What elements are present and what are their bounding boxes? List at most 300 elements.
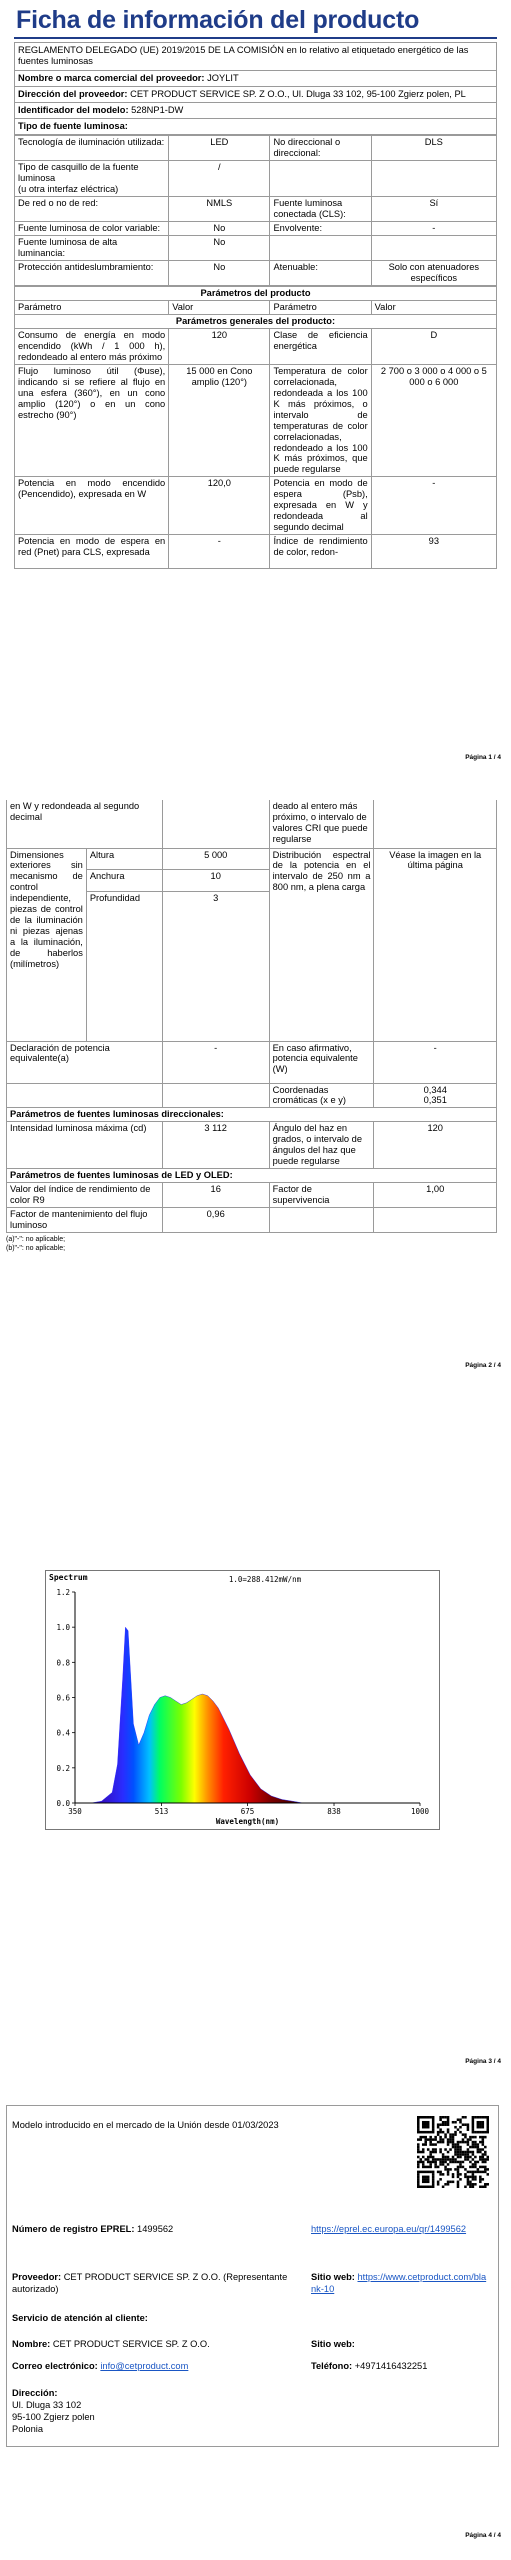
supplier-name-row bbox=[14, 71, 497, 87]
qr-module bbox=[427, 2158, 430, 2161]
qr-module bbox=[469, 2136, 472, 2139]
equivalent-power-w-label: En caso afirmativo, potencia equivalente (W) bbox=[269, 1041, 374, 1083]
phone-label: Teléfono: bbox=[311, 2361, 353, 2371]
general-parameters-heading: Parámetros generales del producto: bbox=[15, 314, 497, 328]
qr-module bbox=[457, 2161, 460, 2164]
qr-module bbox=[472, 2123, 475, 2126]
qr-module bbox=[444, 2123, 447, 2126]
qr-module bbox=[467, 2143, 470, 2146]
qr-module bbox=[487, 2123, 489, 2126]
qr-module bbox=[474, 2143, 477, 2146]
qr-module bbox=[417, 2138, 420, 2141]
chromaticity-label: Coordenadas cromáticas (x e y) bbox=[269, 1083, 374, 1108]
qr-module bbox=[472, 2163, 475, 2166]
qr-module bbox=[429, 2186, 432, 2188]
page-number: Página 4 / 4 bbox=[465, 2532, 501, 2539]
qr-module bbox=[457, 2151, 460, 2154]
address-line: Ul. Dluga 33 102 bbox=[12, 2400, 82, 2411]
qr-module bbox=[444, 2133, 447, 2136]
market-date-text: Modelo introducido en el mercado de la Unión desde 01/03/2023 bbox=[12, 2120, 279, 2130]
qr-module bbox=[467, 2126, 470, 2129]
parameter-value: - bbox=[169, 535, 270, 569]
type-param-value-2 bbox=[371, 236, 496, 261]
qr-module bbox=[442, 2186, 445, 2188]
document-title: Ficha de información del producto bbox=[16, 6, 420, 34]
type-row bbox=[15, 260, 497, 285]
qr-module bbox=[452, 2176, 455, 2179]
qr-module bbox=[424, 2181, 427, 2184]
type-param-label-2: No direccional o direccional: bbox=[270, 136, 371, 161]
qr-module bbox=[444, 2168, 447, 2171]
qr-module bbox=[459, 2166, 462, 2169]
qr-module bbox=[479, 2171, 482, 2174]
qr-module bbox=[429, 2163, 432, 2166]
equivalent-power-label: Declaración de potencia equivalente(a) bbox=[7, 1041, 163, 1083]
qr-module bbox=[427, 2171, 430, 2174]
spectral-distribution-label: Distribución espectral de la potencia en el intervalo de 250 nm a 800 nm, a plena carga bbox=[269, 848, 374, 1041]
qr-module bbox=[447, 2168, 450, 2171]
qr-module bbox=[427, 2123, 430, 2126]
peak-intensity-value: 3 112 bbox=[162, 1122, 269, 1169]
qr-module bbox=[422, 2131, 425, 2134]
qr-module bbox=[454, 2133, 457, 2136]
qr-module bbox=[459, 2151, 462, 2154]
qr-module bbox=[469, 2183, 472, 2186]
qr-module bbox=[447, 2123, 450, 2126]
qr-module bbox=[422, 2186, 425, 2188]
page-1 bbox=[0, 0, 511, 780]
qr-module bbox=[477, 2151, 480, 2154]
qr-module bbox=[417, 2116, 420, 2119]
qr-module bbox=[454, 2143, 457, 2146]
qr-module bbox=[427, 2138, 430, 2141]
qr-module bbox=[424, 2123, 427, 2126]
qr-module bbox=[464, 2133, 467, 2136]
qr-module bbox=[474, 2116, 477, 2119]
qr-module bbox=[487, 2173, 489, 2176]
qr-module bbox=[447, 2116, 450, 2119]
qr-module bbox=[482, 2121, 485, 2124]
qr-module bbox=[432, 2123, 435, 2126]
qr-module bbox=[452, 2141, 455, 2144]
qr-module bbox=[449, 2141, 452, 2144]
qr-module bbox=[482, 2126, 485, 2129]
qr-module bbox=[427, 2161, 430, 2164]
r9-value: 16 bbox=[162, 1183, 269, 1208]
service-website-label: Sitio web: bbox=[311, 2339, 355, 2349]
qr-module bbox=[472, 2116, 475, 2119]
qr-module bbox=[424, 2141, 427, 2144]
qr-module bbox=[457, 2181, 460, 2184]
qr-module bbox=[427, 2178, 430, 2181]
qr-module bbox=[434, 2148, 437, 2151]
qr-module bbox=[439, 2116, 442, 2119]
website-label: Sitio web: bbox=[311, 2272, 355, 2282]
qr-module bbox=[432, 2161, 435, 2164]
qr-module bbox=[482, 2156, 485, 2159]
spectral-distribution-value: Véase la imagen en la última página bbox=[374, 848, 497, 1041]
qr-module bbox=[422, 2178, 425, 2181]
qr-module bbox=[447, 2118, 450, 2121]
qr-module bbox=[487, 2168, 489, 2171]
parameter-value: 120,0 bbox=[169, 477, 270, 535]
qr-module bbox=[447, 2141, 450, 2144]
qr-module bbox=[434, 2158, 437, 2161]
supplier-address-label: Dirección del proveedor: bbox=[18, 88, 128, 99]
qr-module bbox=[482, 2166, 485, 2169]
qr-module bbox=[417, 2156, 420, 2159]
qr-module bbox=[439, 2163, 442, 2166]
qr-module bbox=[477, 2143, 480, 2146]
qr-module bbox=[474, 2131, 477, 2134]
qr-module bbox=[472, 2178, 475, 2181]
qr-module bbox=[457, 2183, 460, 2186]
cont-right-label: deado al entero más próximo, o intervalo de valores CRI que puede regularse bbox=[269, 800, 374, 848]
qr-module bbox=[432, 2126, 435, 2129]
qr-module bbox=[439, 2118, 442, 2121]
qr-module bbox=[422, 2116, 425, 2119]
led-heading: Parámetros de fuentes luminosas de LED y OLED: bbox=[7, 1169, 497, 1183]
qr-module bbox=[487, 2183, 489, 2186]
type-param-label: Fuente luminosa de alta luminancia: bbox=[15, 236, 169, 261]
qr-module bbox=[417, 2118, 420, 2121]
qr-module bbox=[477, 2131, 480, 2134]
qr-module bbox=[462, 2151, 465, 2154]
qr-module bbox=[457, 2176, 460, 2179]
qr-module bbox=[464, 2151, 467, 2154]
qr-module bbox=[454, 2161, 457, 2164]
qr-module bbox=[442, 2163, 445, 2166]
supplier-name-label: Nombre o marca comercial del proveedor: bbox=[18, 72, 205, 83]
type-param-label: De red o no de red: bbox=[15, 197, 169, 222]
supplier-address-row bbox=[14, 87, 497, 103]
type-param-value-2 bbox=[371, 161, 496, 197]
qr-module bbox=[472, 2128, 475, 2131]
qr-module bbox=[452, 2156, 455, 2159]
qr-module bbox=[444, 2166, 447, 2169]
type-param-value: LED bbox=[169, 136, 270, 161]
light-source-type-heading: Tipo de fuente luminosa: bbox=[14, 119, 497, 135]
parameter-label-2: Temperatura de color correlacionada, redondeada a los 100 K más próximos, o intervalo de temperaturas de color correlacionadas, redondeado a los 100 K más próximos, que puede regularse bbox=[270, 364, 371, 477]
qr-module bbox=[427, 2181, 430, 2184]
qr-module bbox=[454, 2153, 457, 2156]
qr-module bbox=[444, 2148, 447, 2151]
qr-module bbox=[422, 2156, 425, 2159]
qr-module bbox=[417, 2161, 420, 2164]
qr-module bbox=[487, 2156, 489, 2159]
qr-module bbox=[422, 2163, 425, 2166]
type-param-label-2 bbox=[270, 236, 371, 261]
qr-module bbox=[477, 2171, 480, 2174]
qr-module bbox=[467, 2183, 470, 2186]
qr-module bbox=[422, 2126, 425, 2129]
phone-value: +4971416432251 bbox=[354, 2361, 428, 2371]
qr-module bbox=[479, 2126, 482, 2129]
qr-module bbox=[469, 2166, 472, 2169]
qr-module bbox=[464, 2173, 467, 2176]
qr-module bbox=[452, 2138, 455, 2141]
qr-module bbox=[442, 2173, 445, 2176]
customer-service-heading: Servicio de atención al cliente: bbox=[12, 2313, 148, 2323]
qr-module bbox=[479, 2136, 482, 2139]
qr-module bbox=[424, 2178, 427, 2181]
qr-module bbox=[442, 2153, 445, 2156]
title-underline bbox=[14, 37, 497, 39]
qr-module bbox=[422, 2151, 425, 2154]
qr-module bbox=[469, 2146, 472, 2149]
qr-module bbox=[462, 2133, 465, 2136]
cont-left-label: en W y redondeada al segundo decimal bbox=[7, 800, 163, 848]
qr-module bbox=[427, 2126, 430, 2129]
parameter-label: Consumo de energía en modo encendido (kWh / 1 000 h), redondeado al entero más próximo bbox=[15, 328, 169, 364]
qr-module bbox=[444, 2183, 447, 2186]
parameter-label-2: Potencia en modo de espera (Psb), expresada en W y redondeada al segundo decimal bbox=[270, 477, 371, 535]
qr-module bbox=[447, 2128, 450, 2131]
qr-module bbox=[424, 2116, 427, 2119]
dimensions-label: Dimensiones exteriores sin mecanismo de control independiente, piezas de control de la iluminación ni piezas ajenas a la iluminación, de haberlos (milímetros) bbox=[7, 848, 87, 1041]
page-2 bbox=[0, 790, 511, 1380]
qr-module bbox=[434, 2136, 437, 2139]
x-tick-label: 838 bbox=[327, 1807, 341, 1816]
qr-module bbox=[459, 2161, 462, 2164]
page-3 bbox=[0, 1540, 511, 2080]
qr-module bbox=[482, 2136, 485, 2139]
qr-module bbox=[422, 2121, 425, 2124]
qr-module bbox=[449, 2133, 452, 2136]
qr-module bbox=[422, 2171, 425, 2174]
qr-module bbox=[457, 2171, 460, 2174]
qr-module bbox=[459, 2163, 462, 2166]
qr-module bbox=[449, 2148, 452, 2151]
qr-module bbox=[459, 2153, 462, 2156]
type-param-label: Protección antideslumbramiento: bbox=[15, 260, 169, 285]
qr-module bbox=[452, 2143, 455, 2146]
qr-module bbox=[439, 2178, 442, 2181]
qr-module bbox=[484, 2161, 487, 2164]
qr-module bbox=[482, 2161, 485, 2164]
lumen-maintenance-value: 0,96 bbox=[162, 1208, 269, 1233]
address-line: 95-100 Zgierz polen bbox=[12, 2412, 95, 2423]
qr-module bbox=[439, 2171, 442, 2174]
dim-height-value: 5 000 bbox=[162, 848, 269, 870]
qr-module bbox=[447, 2183, 450, 2186]
qr-module bbox=[424, 2126, 427, 2129]
y-tick-label: 0.8 bbox=[56, 1658, 70, 1668]
qr-module bbox=[417, 2173, 420, 2176]
type-param-value: No bbox=[169, 260, 270, 285]
qr-module bbox=[432, 2138, 435, 2141]
type-row bbox=[15, 222, 497, 236]
qr-module bbox=[459, 2126, 462, 2129]
qr-module bbox=[419, 2151, 422, 2154]
qr-module bbox=[469, 2176, 472, 2179]
page-number: Página 1 / 4 bbox=[465, 754, 501, 761]
qr-module bbox=[479, 2121, 482, 2124]
qr-module bbox=[417, 2176, 420, 2179]
qr-module bbox=[427, 2156, 430, 2159]
x-tick-label: 675 bbox=[240, 1807, 255, 1816]
qr-module bbox=[484, 2158, 487, 2161]
col-header-parameter-2: Parámetro bbox=[270, 300, 371, 314]
qr-module bbox=[467, 2158, 470, 2161]
address-line: Polonia bbox=[12, 2424, 44, 2435]
qr-module bbox=[424, 2138, 427, 2141]
qr-module bbox=[482, 2123, 485, 2126]
page-4 bbox=[0, 2100, 511, 2560]
qr-code-icon[interactable] bbox=[417, 2116, 489, 2188]
parameter-label: Flujo luminoso útil (Φuse), indicando si se refiere al flujo en una esfera (360°), en un cono amplio (120°) o en un cono estrecho (90°) bbox=[15, 364, 169, 477]
qr-module bbox=[464, 2158, 467, 2161]
parameter-value-2: D bbox=[371, 328, 496, 364]
qr-module bbox=[459, 2173, 462, 2176]
qr-module bbox=[472, 2186, 475, 2188]
qr-module bbox=[432, 2171, 435, 2174]
qr-module bbox=[419, 2171, 422, 2174]
model-value: 528NP1-DW bbox=[131, 104, 184, 115]
qr-module bbox=[482, 2158, 485, 2161]
qr-module bbox=[452, 2158, 455, 2161]
qr-module bbox=[442, 2141, 445, 2144]
qr-module bbox=[484, 2131, 487, 2134]
qr-module bbox=[457, 2168, 460, 2171]
qr-module bbox=[479, 2131, 482, 2134]
qr-module bbox=[472, 2158, 475, 2161]
qr-module bbox=[464, 2156, 467, 2159]
qr-module bbox=[437, 2141, 440, 2144]
qr-module bbox=[432, 2173, 435, 2176]
qr-module bbox=[479, 2166, 482, 2169]
footnote-b: (b)"-": no aplicable; bbox=[6, 1245, 66, 1253]
eprel-link[interactable]: https://eprel.ec.europa.eu/qr/1499562 bbox=[311, 2224, 467, 2234]
chromaticity-value: 0,344 0,351 bbox=[374, 1083, 497, 1108]
dim-height-label: Altura bbox=[86, 848, 162, 870]
qr-module bbox=[472, 2176, 475, 2179]
qr-module bbox=[432, 2181, 435, 2184]
qr-module bbox=[487, 2116, 489, 2119]
qr-module bbox=[434, 2163, 437, 2166]
qr-module bbox=[439, 2136, 442, 2139]
spectrum-area bbox=[91, 1627, 303, 1803]
qr-module bbox=[417, 2183, 420, 2186]
qr-module bbox=[452, 2161, 455, 2164]
peak-intensity-label: Intensidad luminosa máxima (cd) bbox=[7, 1122, 163, 1169]
qr-module bbox=[432, 2151, 435, 2154]
qr-module bbox=[437, 2123, 440, 2126]
qr-module bbox=[427, 2148, 430, 2151]
qr-module bbox=[479, 2141, 482, 2144]
qr-module bbox=[424, 2136, 427, 2139]
qr-module bbox=[419, 2136, 422, 2139]
x-axis-label: Wavelength(nm) bbox=[215, 1817, 280, 1826]
eprel-value: 1499562 bbox=[137, 2224, 174, 2234]
qr-module bbox=[432, 2183, 435, 2186]
qr-module bbox=[429, 2143, 432, 2146]
y-tick-label: 1.0 bbox=[56, 1623, 70, 1633]
qr-module bbox=[422, 2123, 425, 2126]
qr-module bbox=[417, 2128, 420, 2131]
qr-module bbox=[429, 2156, 432, 2159]
qr-module bbox=[484, 2166, 487, 2169]
email-link[interactable]: info@cetproduct.com bbox=[100, 2361, 189, 2371]
qr-module bbox=[464, 2136, 467, 2139]
r9-label: Valor del índice de rendimiento de color R9 bbox=[7, 1183, 163, 1208]
qr-module bbox=[422, 2136, 425, 2139]
qr-module bbox=[472, 2143, 475, 2146]
x-tick-label: 513 bbox=[154, 1807, 169, 1816]
col-header-value: Valor bbox=[169, 300, 270, 314]
qr-module bbox=[484, 2151, 487, 2154]
qr-module bbox=[472, 2173, 475, 2176]
qr-module bbox=[424, 2186, 427, 2188]
type-row bbox=[15, 136, 497, 161]
qr-module bbox=[467, 2178, 470, 2181]
qr-module bbox=[419, 2116, 422, 2119]
qr-module bbox=[472, 2183, 475, 2186]
qr-module bbox=[452, 2146, 455, 2149]
qr-module bbox=[464, 2153, 467, 2156]
type-param-label-2 bbox=[270, 161, 371, 197]
qr-module bbox=[429, 2141, 432, 2144]
qr-module bbox=[457, 2143, 460, 2146]
service-name-value: CET PRODUCT SERVICE SP. Z O.O. bbox=[52, 2339, 210, 2349]
qr-module bbox=[467, 2138, 470, 2141]
qr-module bbox=[444, 2158, 447, 2161]
qr-module bbox=[474, 2163, 477, 2166]
product-info-table bbox=[14, 42, 497, 569]
qr-module bbox=[424, 2121, 427, 2124]
qr-module bbox=[459, 2148, 462, 2151]
eprel-label: Número de registro EPREL: bbox=[12, 2224, 135, 2234]
qr-module bbox=[484, 2186, 487, 2188]
qr-module bbox=[454, 2131, 457, 2134]
qr-module bbox=[424, 2158, 427, 2161]
y-tick-label: 0.4 bbox=[56, 1728, 70, 1738]
continued-parameters-table bbox=[6, 800, 497, 1233]
qr-module bbox=[449, 2158, 452, 2161]
service-name-row bbox=[12, 2339, 210, 2349]
qr-module bbox=[432, 2143, 435, 2146]
type-param-value: No bbox=[169, 236, 270, 261]
qr-module bbox=[472, 2166, 475, 2169]
qr-module bbox=[479, 2123, 482, 2126]
qr-module bbox=[477, 2168, 480, 2171]
qr-module bbox=[457, 2186, 460, 2188]
qr-module bbox=[419, 2131, 422, 2134]
parameter-row bbox=[15, 535, 497, 569]
parameter-value: 15 000 en Cono amplio (120°) bbox=[169, 364, 270, 477]
qr-module bbox=[479, 2186, 482, 2188]
empty-cell bbox=[7, 1083, 163, 1108]
qr-module bbox=[422, 2166, 425, 2169]
qr-module bbox=[432, 2128, 435, 2131]
qr-module bbox=[462, 2161, 465, 2164]
qr-module bbox=[447, 2163, 450, 2166]
qr-module bbox=[432, 2131, 435, 2134]
qr-module bbox=[449, 2138, 452, 2141]
x-tick-label: 1000 bbox=[410, 1807, 430, 1816]
qr-module bbox=[417, 2148, 420, 2151]
qr-module bbox=[472, 2171, 475, 2174]
qr-module bbox=[479, 2151, 482, 2154]
qr-module bbox=[477, 2161, 480, 2164]
equivalent-power-w-value: - bbox=[374, 1041, 497, 1083]
parameter-label-2: Clase de eficiencia energética bbox=[270, 328, 371, 364]
qr-module bbox=[462, 2123, 465, 2126]
qr-module bbox=[417, 2121, 420, 2124]
parameter-value-2: 93 bbox=[371, 535, 496, 569]
website-link[interactable]: https://www.cetproduct.com/blank-10 bbox=[311, 2272, 487, 2294]
parameter-row bbox=[15, 328, 497, 364]
